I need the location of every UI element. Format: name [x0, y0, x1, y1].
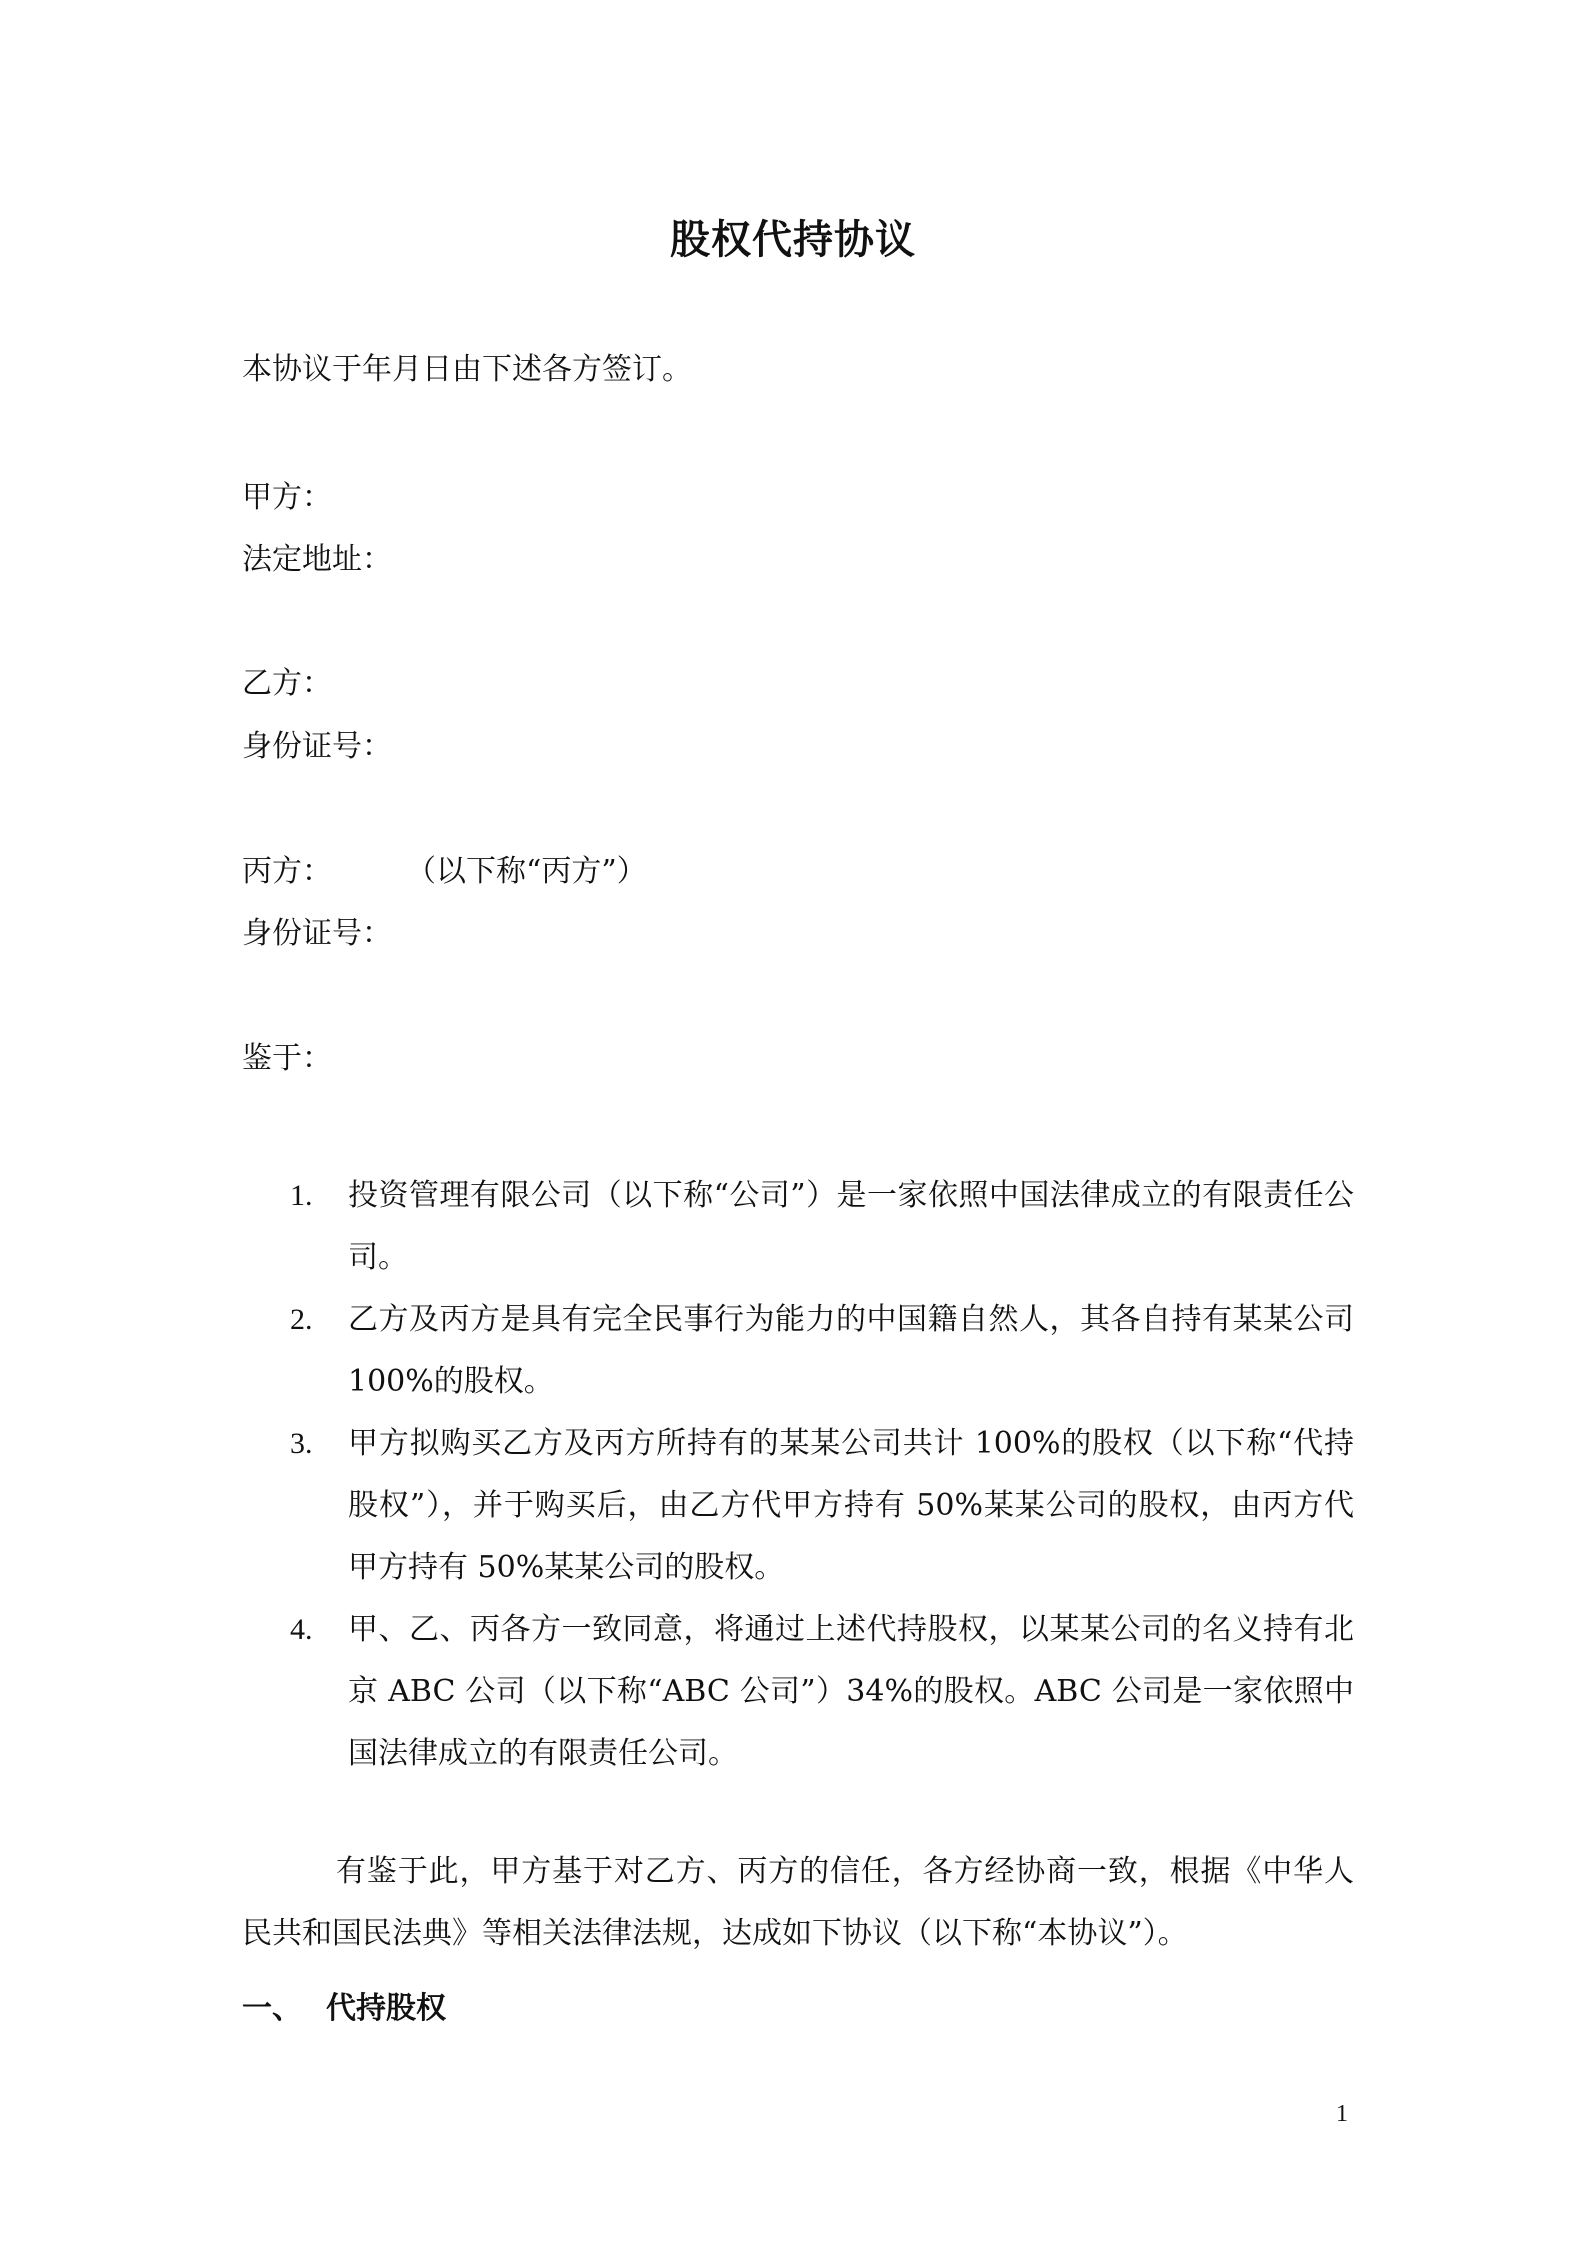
whereas-item-number: 1.	[290, 1179, 313, 1212]
whereas-item-text: 甲、乙、丙各方一致同意，将通过上述代持股权，以某某公司的名义持有北京 ABC 公司（以下称“ABC 公司”）34%的股权。ABC 公司是一家依照中国法律成立的有限责任公司。	[348, 1612, 1354, 1771]
whereas-item-text: 乙方及丙方是具有完全民事行为能力的中国籍自然人，其各自持有某某公司 100%的股权。	[348, 1302, 1354, 1399]
party-c-alias: （以下称“丙方”）	[406, 854, 647, 889]
party-c-id-label: 身份证号：	[242, 916, 392, 951]
conclusion-paragraph: 有鉴于此，甲方基于对乙方、丙方的信任，各方经协商一致，根据《中华人民共和国民法典》等相关法律法规，达成如下协议（以下称“本协议”）。	[242, 1854, 1354, 1951]
whereas-item-text: 甲方拟购买乙方及丙方所持有的某某公司共计 100%的股权（以下称“代持股权”），并于购买后，由乙方代甲方持有 50%某某公司的股权，由丙方代甲方持有 50%某某公司的股权。	[348, 1426, 1354, 1585]
party-a-label: 甲方：	[242, 480, 332, 515]
party-b-id-label: 身份证号：	[242, 729, 392, 764]
whereas-item-number: 4.	[290, 1613, 313, 1646]
page-number: 1	[1336, 2101, 1348, 2127]
party-a-address-label: 法定地址：	[242, 542, 392, 577]
whereas-item-number: 3.	[290, 1427, 313, 1460]
whereas-item-4	[290, 1599, 1354, 1785]
section-heading-1	[242, 1989, 446, 2029]
intro-line: 本协议于年月日由下述各方签订。	[242, 352, 692, 387]
whereas-label: 鉴于：	[242, 1041, 332, 1076]
whereas-item-2	[290, 1289, 1354, 1413]
party-c-label: 丙方：	[242, 854, 332, 889]
whereas-list	[290, 1165, 1354, 1785]
whereas-item-3	[290, 1413, 1354, 1599]
party-c-line	[242, 852, 647, 892]
party-b-label: 乙方：	[242, 666, 332, 701]
section-number: 一、	[242, 1991, 302, 2026]
whereas-item-1	[290, 1165, 1354, 1289]
section-title: 代持股权	[326, 1991, 446, 2026]
whereas-item-number: 2.	[290, 1303, 313, 1336]
document-title: 股权代持协议	[670, 216, 916, 263]
whereas-item-text: 投资管理有限公司（以下称“公司”）是一家依照中国法律成立的有限责任公司。	[348, 1178, 1354, 1275]
